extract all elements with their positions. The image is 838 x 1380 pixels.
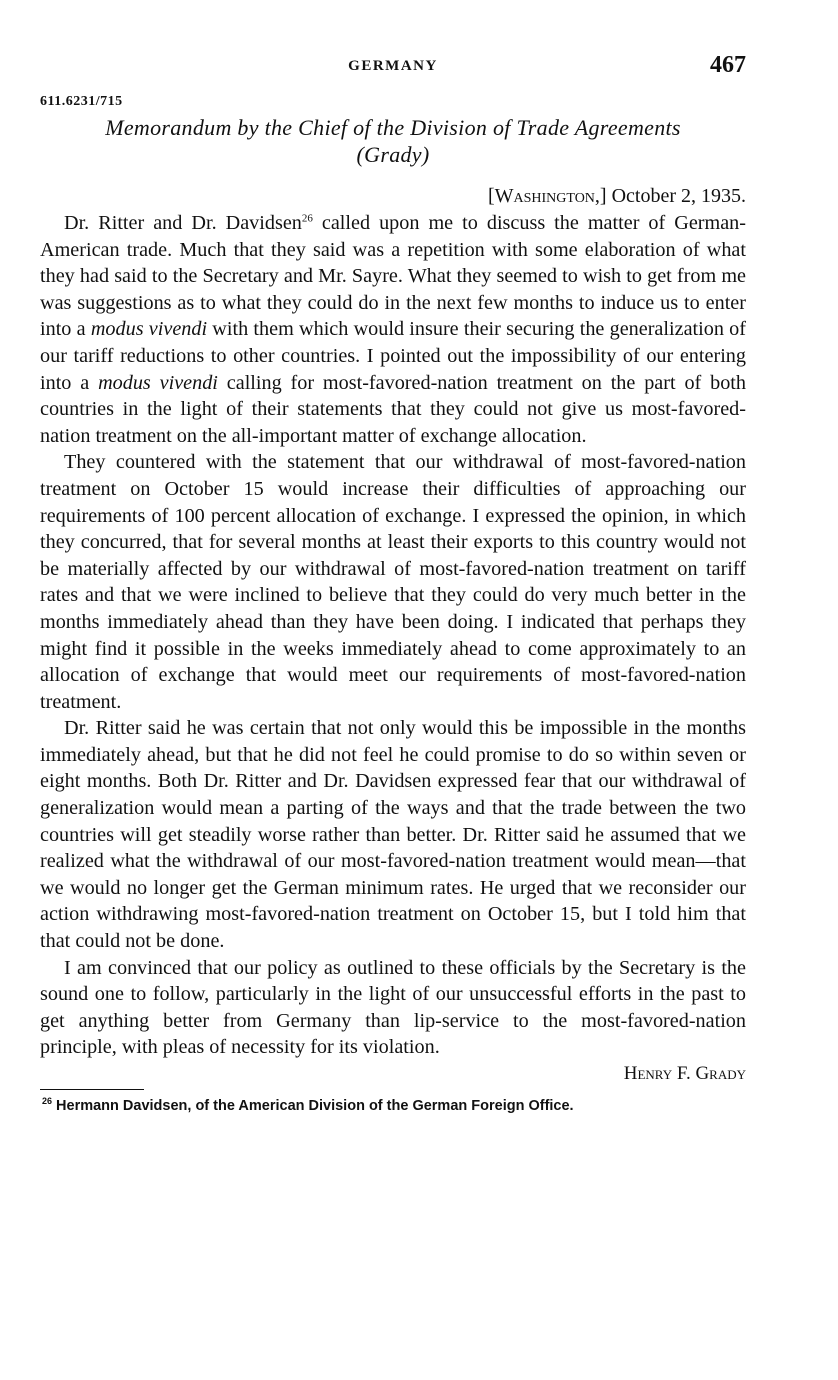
document-title-line-2: (Grady) [356, 142, 430, 167]
footnote-reference: 26 [301, 212, 313, 225]
paragraph-1-part-b: called upon me to discuss the matter of German-American trade. Much that they said was a repetition with some elaboration of what they had said to the Secretary and Mr. Sayre. What they seemed to wish to get from me was suggestions as to what they could do in the next few months to induce us to enter into a [40, 212, 746, 341]
paragraph-1-part-c: with them which would insure their securing the generalization of our tariff reductions to other countries. I pointed out the impossibility of our entering into a [40, 318, 746, 394]
footnote-divider [40, 1089, 144, 1090]
dateline-date: October 2, 1935. [611, 185, 746, 207]
paragraph-4: I am convinced that our policy as outlined to these officials by the Secretary is the sound one to follow, particularly in the light of our unsuccessful efforts in the past to get anything better from Germany than lip-service to the most-favored-nation principle, with pleas of necessity for its violation. [40, 956, 746, 1059]
dateline [40, 182, 746, 210]
memorandum-body [40, 210, 746, 1061]
paragraph-2: They countered with the statement that our withdrawal of most-favored-nation treatment on October 15 would increase their difficulties of approaching our requirements of 100 percent allocation of exchange. I expressed the opinion, in which they concurred, that for several months at least their exports to this country would not be materially affected by our withdrawal of most-favored-nation treatment on tariff rates and that we were inclined to believe that they could do very much better in the months immediately ahead than they have been doing. I indicated that perhaps they might find it possible in the weeks immediately ahead to come approximately to an allocation of exchange that would meet our requirements of most-favored-nation treatment. [40, 451, 746, 713]
document-title-line-1: Memorandum by the Chief of the Division of Trade Agreements [105, 115, 681, 140]
paragraph-1-part-a: Dr. Ritter and Dr. Davidsen [64, 212, 302, 234]
running-head [40, 52, 746, 86]
running-title: GERMANY [348, 58, 438, 74]
document-title [40, 114, 746, 168]
dateline-place: [Washington,] [487, 185, 607, 207]
paragraph-1-part-d: calling for most-favored-nation treatment on the part of both countries in the light of their statements that they could not give us most-favored-nation treatment on the all-important matter of exchange allocation. [40, 371, 746, 447]
paragraph-1 [40, 210, 746, 449]
page-number: 467 [710, 52, 746, 78]
document-page [40, 52, 746, 1114]
latin-term-1: modus vivendi [90, 318, 208, 341]
file-number: 611.6231/715 [40, 94, 123, 109]
paragraph-3: Dr. Ritter said he was certain that not only would this be impossible in the months immediately ahead, but that he did not feel he could promise to do so within seven or eight months. Both Dr. Ritter and Dr. Davidsen expressed fear that our withdrawal of generalization would mean a parting of the ways and that the trade between the two countries will get steadily worse rather than better. Dr. Ritter said he assumed that we realized what the withdrawal of our most-favored-nation treatment would mean—that we would no longer get the German minimum rates. He urged that we reconsider our action withdrawing most-favored-nation treatment on October 15, but I told him that that could not be done. [40, 717, 746, 953]
footnote-mark: 26 [42, 1096, 53, 1107]
footnote [40, 1098, 746, 1114]
latin-term-2: modus vivendi [98, 371, 218, 394]
signature: Henry F. Grady [623, 1063, 746, 1084]
footnote-text: Hermann Davidsen, of the American Division of the German Foreign Office. [56, 1098, 574, 1114]
